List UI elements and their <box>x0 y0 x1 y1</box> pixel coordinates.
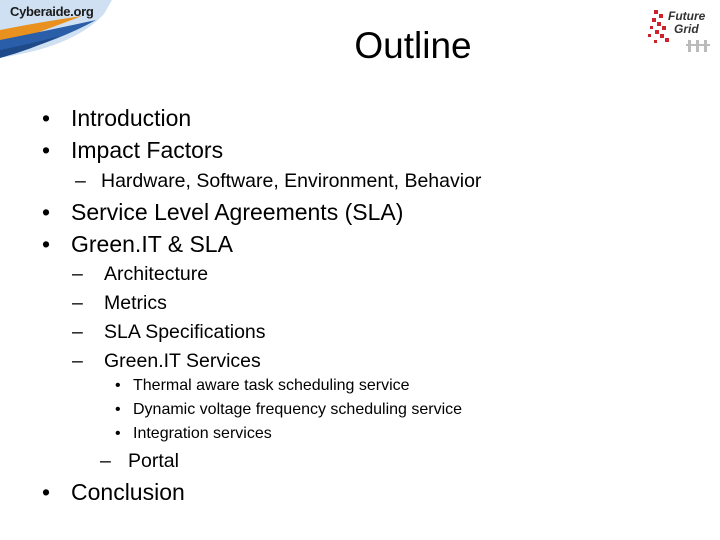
dash-marker: – <box>72 292 83 314</box>
subitem-text: SLA Specifications <box>104 321 266 343</box>
bullet-marker: • <box>42 105 51 131</box>
subsubitem-text: Thermal aware task scheduling service <box>133 377 410 394</box>
dash-marker: – <box>75 170 86 192</box>
subsubitem-integration <box>115 424 272 444</box>
cyberaide-logo-text: Cyberaide.org <box>10 4 94 19</box>
subsubitem-text: Dynamic voltage frequency scheduling service <box>133 401 463 418</box>
bullet-marker: • <box>42 231 51 257</box>
bullet-marker: • <box>42 137 51 163</box>
subitem-text: Portal <box>128 450 179 472</box>
bullet-text: Green.IT & SLA <box>71 231 233 257</box>
subsubitem-thermal-aware <box>115 376 410 396</box>
subitem-portal <box>100 449 179 473</box>
bullet-marker: • <box>42 199 51 225</box>
futuregrid-logo <box>646 4 716 56</box>
subitem-greenit-services <box>72 349 261 373</box>
bullet-conclusion <box>42 478 185 506</box>
dash-marker: – <box>72 263 83 285</box>
bullet-sla <box>42 198 403 226</box>
bullet-marker: • <box>115 377 121 394</box>
cyberaide-logo <box>0 0 112 60</box>
futuregrid-logo-line1: Future <box>668 9 706 23</box>
slide-title: Outline <box>354 25 472 66</box>
futuregrid-logo-line2: Grid <box>674 22 699 36</box>
bullet-introduction <box>42 104 191 132</box>
bullet-text: Service Level Agreements (SLA) <box>71 199 404 225</box>
bullet-marker: • <box>115 401 121 418</box>
bullet-marker: • <box>42 479 51 505</box>
subitem-hardware-software <box>75 169 481 193</box>
dash-marker: – <box>72 321 83 343</box>
subitem-text: Architecture <box>104 263 209 285</box>
bullet-greenit-sla <box>42 230 233 258</box>
dash-marker: – <box>100 450 111 472</box>
subitem-text: Green.IT Services <box>104 350 261 372</box>
bullet-text: Introduction <box>71 105 192 131</box>
bullet-text: Impact Factors <box>71 137 224 163</box>
subitem-architecture <box>72 262 208 286</box>
subsubitem-text: Integration services <box>133 425 272 442</box>
bullet-text: Conclusion <box>71 479 185 505</box>
subitem-sla-specifications <box>72 320 266 344</box>
subitem-text: Hardware, Software, Environment, Behavior <box>101 170 482 192</box>
subitem-text: Metrics <box>104 292 167 314</box>
bullet-marker: • <box>115 425 121 442</box>
subsubitem-dvfs <box>115 400 462 420</box>
dash-marker: – <box>72 350 83 372</box>
bullet-impact-factors <box>42 136 223 164</box>
subitem-metrics <box>72 291 167 315</box>
